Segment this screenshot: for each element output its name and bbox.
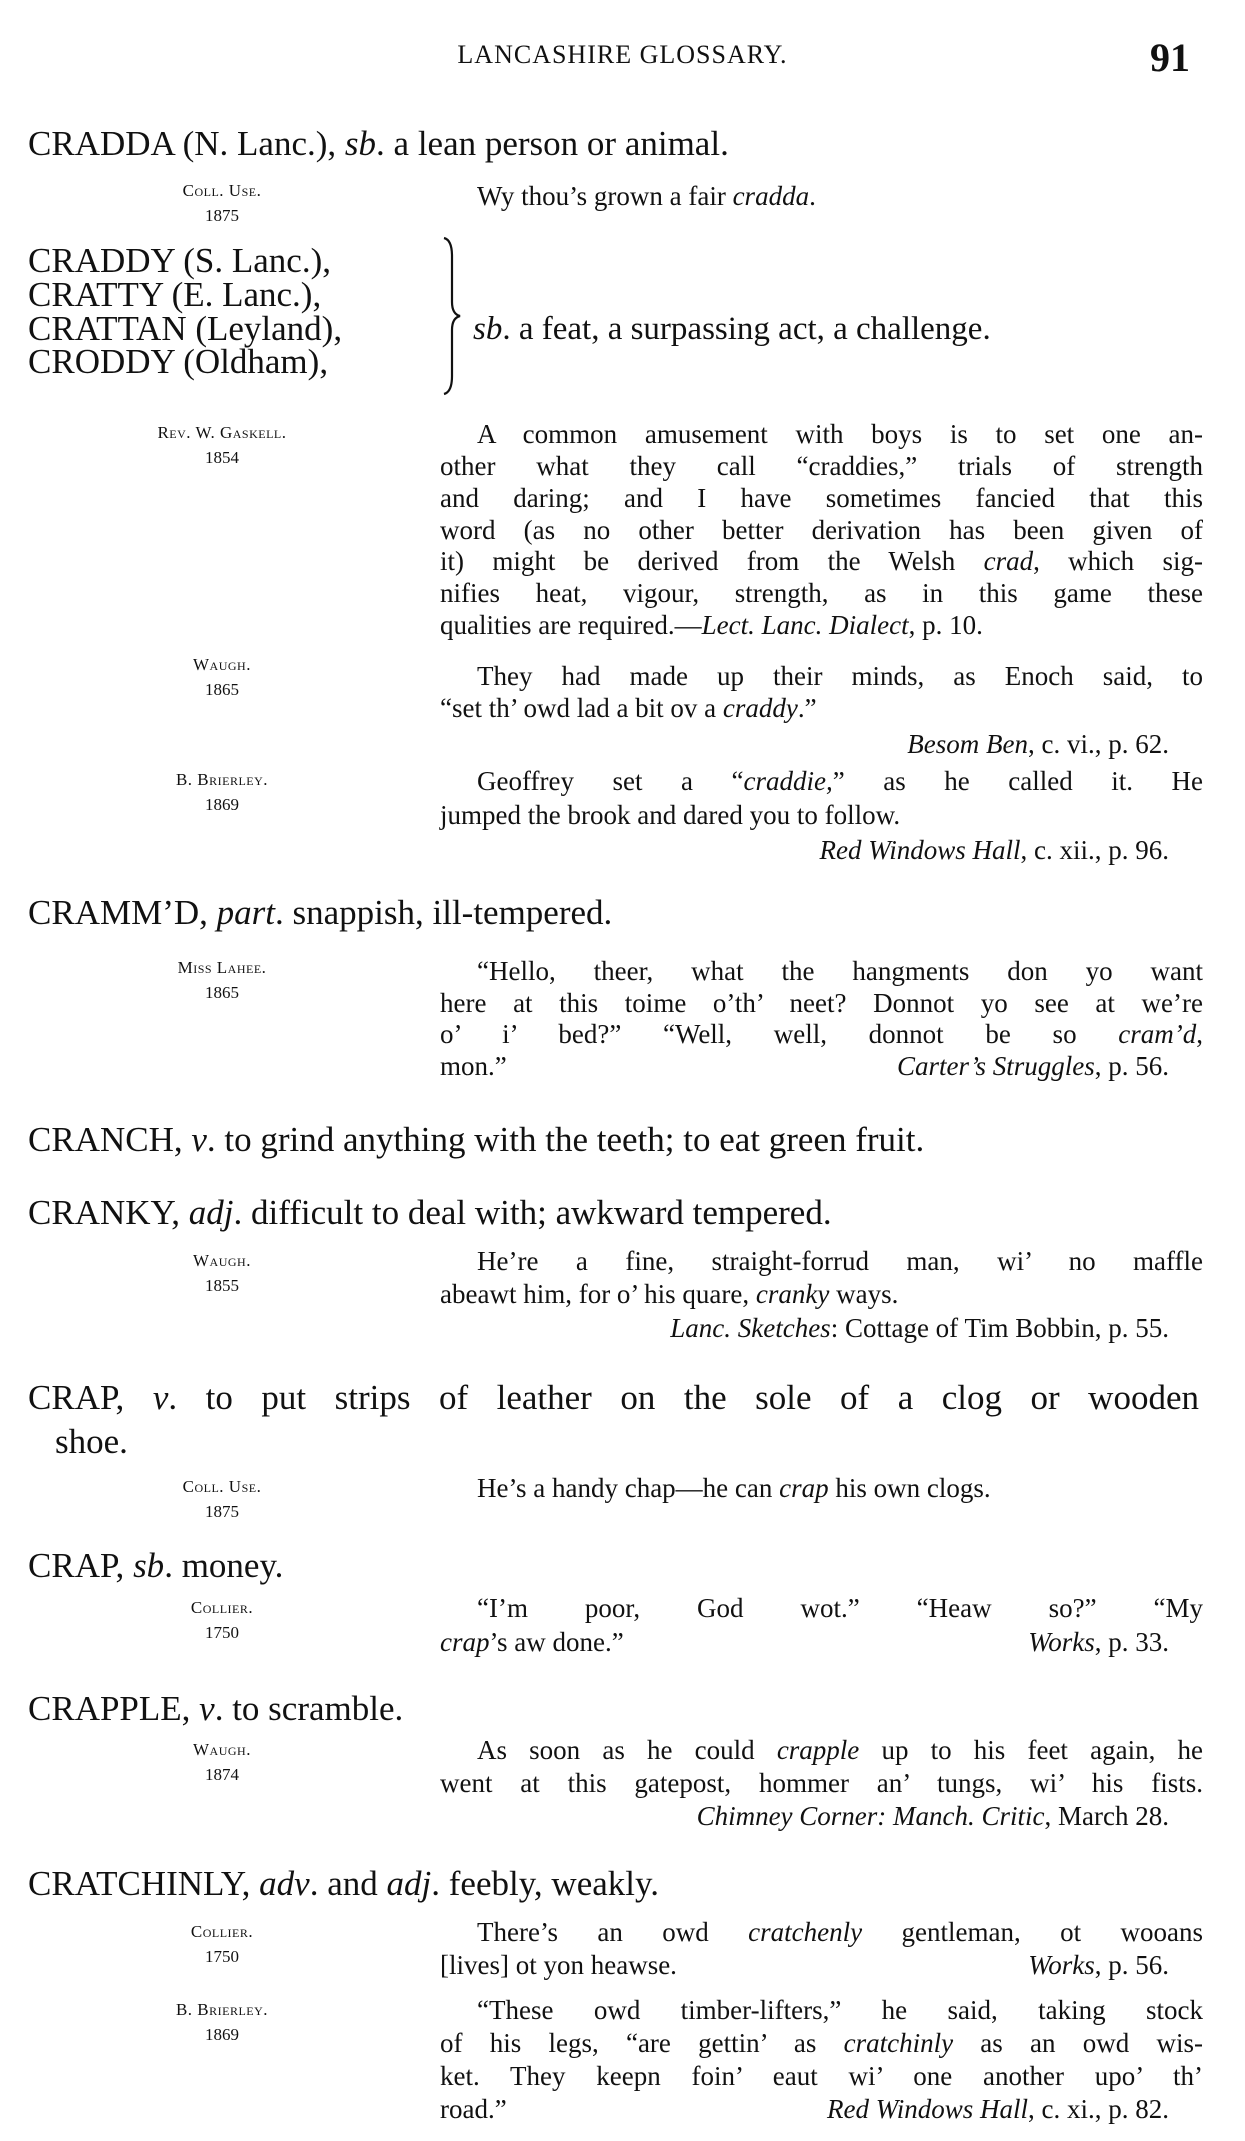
quote-line	[477, 1245, 1203, 1277]
italic-text: v	[199, 1689, 215, 1728]
text-segment: CRANKY,	[28, 1193, 189, 1232]
italic-text: Lect. Lanc. Dialect	[701, 610, 909, 640]
text-segment: . to grind anything with the teeth; to eat green fruit.	[206, 1120, 925, 1159]
quote-line	[477, 765, 1203, 797]
text-segment: . snappish, ill-tempered.	[275, 893, 613, 932]
text-segment: , p. 56.	[1094, 1051, 1169, 1081]
quote-line	[440, 728, 1169, 760]
quote-line	[477, 418, 1203, 450]
quote-line	[477, 955, 1203, 987]
quote-line	[477, 180, 1203, 212]
text-segment: ket. They keepn foin’ eaut wi’ one another upo’ th’	[440, 2061, 1203, 2091]
quote-year: 1865	[205, 983, 239, 1002]
text-segment: . to put strips of leather on the sole of a clog or wooden	[168, 1378, 1199, 1417]
text-segment: , which sig-	[1033, 546, 1203, 576]
italic-text: sb	[133, 1546, 165, 1585]
text-segment: went at this gatepost, hommer an’ tungs, wi’ his fists.	[440, 1768, 1203, 1798]
quote-line	[440, 834, 1169, 866]
text-segment: They had made up their minds, as Enoch said, to	[477, 661, 1203, 691]
text-segment: : Cottage of Tim Bobbin, p. 55.	[830, 1313, 1169, 1343]
headword-line	[28, 1546, 283, 1586]
text-segment: He’re a fine, straight-forrud man, wi’ no maffle	[477, 1246, 1203, 1276]
citation	[827, 2093, 1169, 2125]
text-segment: ’s aw done.”	[489, 1627, 624, 1657]
italic-text: v	[152, 1378, 169, 1417]
text-segment: . feebly, weakly.	[431, 1864, 659, 1903]
text-segment: word (as no other better derivation has been given of	[440, 515, 1203, 545]
text-segment: “These owd timber-lifters,” he said, taking stock	[477, 1995, 1203, 2025]
text-segment: abeawt him, for o’ his quare,	[440, 1279, 756, 1309]
quote-source: B. Brierley.	[175, 2000, 269, 2019]
headword-line	[28, 1120, 924, 1160]
text-segment: , p. 33.	[1094, 1627, 1169, 1657]
quote-year: 1750	[205, 1947, 239, 1966]
headword-line	[28, 893, 612, 933]
quote-source: Waugh.	[193, 1740, 251, 1759]
text-segment: . a lean person or animal.	[376, 124, 729, 163]
italic-text: Carter’s Struggles	[896, 1051, 1095, 1081]
text-segment: “I’m poor, God wot.” “Heaw so?” “My	[477, 1593, 1203, 1623]
italic-text: adj	[188, 1193, 234, 1232]
text-segment: As soon as he could	[477, 1735, 777, 1765]
text-segment: ,	[1196, 1019, 1203, 1049]
quote-source: Collier.	[190, 1922, 254, 1941]
italic-text: Chimney Corner: Manch. Critic	[696, 1801, 1045, 1831]
italic-text: crad	[983, 546, 1034, 576]
text-segment: and daring; and I have sometimes fancied that this	[440, 483, 1203, 513]
definition	[473, 309, 991, 349]
headword-continuation	[55, 1422, 128, 1462]
text-segment: .”	[797, 693, 817, 723]
text-segment: , c. xii., p. 96.	[1020, 835, 1169, 865]
quote-year: 1869	[205, 2025, 239, 2044]
text-segment: CRANCH,	[28, 1120, 192, 1159]
quote-line	[440, 2093, 1169, 2125]
text-segment: . to scramble.	[214, 1689, 404, 1728]
italic-text: Works	[1028, 1627, 1095, 1657]
quote-source: Waugh.	[193, 1251, 251, 1270]
quote-line	[477, 1916, 1203, 1948]
text-segment: CRADDA (N. Lanc.),	[28, 124, 345, 163]
text-segment: qualities are required.—	[440, 610, 702, 640]
quote-year: 1855	[205, 1276, 239, 1295]
text-segment: . and	[309, 1864, 387, 1903]
text-segment: There’s an owd	[477, 1917, 749, 1947]
quote-line	[440, 2060, 1203, 2092]
quote-line	[440, 1767, 1203, 1799]
quote-line	[440, 1018, 1203, 1050]
text-segment: . a feat, a surpassing act, a challenge.	[502, 311, 991, 347]
headword-line	[28, 1864, 659, 1904]
text-segment: jumped the brook and dared you to follow.	[440, 800, 901, 830]
text-segment: . difficult to deal with; awkward tempered.	[233, 1193, 832, 1232]
text-segment: “Hello, theer, what the hangments don yo want	[477, 956, 1203, 986]
quote-line	[440, 799, 1203, 831]
quote-line	[477, 1592, 1203, 1624]
italic-text: cradda	[732, 181, 810, 211]
italic-text: crap	[779, 1473, 829, 1503]
quote-year: 1750	[205, 1623, 239, 1642]
text-segment: nifies heat, vigour, strength, as in this game these	[440, 578, 1203, 608]
quote-line	[440, 514, 1203, 546]
text-segment: CRADDY (S. Lanc.),	[28, 241, 331, 280]
text-segment: shoe.	[55, 1422, 128, 1461]
text-segment: mon.”	[440, 1051, 507, 1081]
running-header: LANCASHIRE GLOSSARY.	[457, 40, 788, 69]
quote-line	[440, 1949, 1169, 1981]
text-segment: CRATCHINLY,	[28, 1864, 260, 1903]
text-segment: gentleman, ot wooans	[862, 1917, 1203, 1947]
italic-text: crapple	[776, 1735, 860, 1765]
quote-line	[477, 1472, 1203, 1504]
italic-text: Red Windows Hall	[819, 835, 1021, 865]
quote-line	[440, 450, 1203, 482]
quote-source: Coll. Use.	[182, 1477, 262, 1496]
text-segment: it) might be derived from the Welsh	[440, 546, 984, 576]
text-segment: , March 28.	[1044, 1801, 1169, 1831]
text-segment: other what they call “craddies,” trials of strength	[440, 451, 1203, 481]
text-segment: , p. 56.	[1094, 1950, 1169, 1980]
text-segment: as an owd wis-	[953, 2028, 1203, 2058]
quote-line	[440, 609, 1203, 641]
brace-icon	[438, 236, 468, 396]
headword-line	[28, 124, 729, 164]
italic-text: craddie,	[743, 766, 833, 796]
quote-line	[440, 987, 1203, 1019]
text-segment: [lives] ot yon heawse.	[440, 1950, 677, 1980]
page-number: 91	[1150, 35, 1190, 80]
text-segment: Wy thou’s grown a fair	[477, 181, 733, 211]
quote-year: 1875	[205, 1502, 239, 1521]
quote-source: Miss Lahee.	[177, 958, 267, 977]
italic-text: Besom Ben	[907, 729, 1028, 759]
quote-line	[440, 1626, 1169, 1658]
text-segment: o’ i’ bed?” “Well, well, donnot be so	[440, 1019, 1119, 1049]
quote-line	[477, 1734, 1203, 1766]
quote-line	[440, 1312, 1169, 1344]
text-segment: .	[809, 181, 816, 211]
italic-text: sb	[473, 311, 503, 347]
text-segment: ” as he called it. He	[832, 766, 1203, 796]
italic-text: adv	[259, 1864, 310, 1903]
italic-text: sb	[344, 124, 377, 163]
quote-line	[477, 1994, 1203, 2026]
quote-source: Rev. W. Gaskell.	[157, 423, 287, 442]
italic-text: Red Windows Hall	[827, 2094, 1028, 2124]
text-segment: . money.	[164, 1546, 284, 1585]
italic-text: cratchinly	[843, 2028, 954, 2058]
italic-text: v	[191, 1120, 207, 1159]
quote-source: Waugh.	[193, 655, 251, 674]
text-segment: CRAMM’D,	[28, 893, 217, 932]
text-segment: here at this toime o’th’ neet? Donnot yo see at we’re	[440, 988, 1203, 1018]
text-segment: , p. 10.	[908, 610, 983, 640]
italic-text: crap	[440, 1627, 490, 1657]
citation	[1028, 1949, 1169, 1981]
quote-year: 1869	[205, 795, 239, 814]
text-segment: CRAP,	[28, 1546, 134, 1585]
text-segment: , c. xi., p. 82.	[1028, 2094, 1169, 2124]
quote-line	[440, 482, 1203, 514]
headword-line	[28, 1378, 1199, 1418]
quote-line	[440, 577, 1203, 609]
quote-year: 1874	[205, 1765, 239, 1784]
text-segment: CRODDY (Oldham),	[28, 342, 329, 381]
quote-line	[477, 660, 1203, 692]
italic-text: cratchenly	[748, 1917, 863, 1947]
headword-continuation	[28, 342, 328, 382]
quote-line	[440, 1050, 1169, 1082]
text-segment: CRAPPLE,	[28, 1689, 200, 1728]
text-segment: CRATTAN (Leyland),	[28, 309, 343, 348]
text-segment: Geoffrey set a “	[477, 766, 744, 796]
quote-line	[440, 1800, 1169, 1832]
text-segment: up to his feet again, he	[859, 1735, 1203, 1765]
headword-line	[28, 1689, 403, 1729]
italic-text: adj	[386, 1864, 432, 1903]
italic-text: cranky	[755, 1279, 830, 1309]
text-segment: CRAP,	[28, 1378, 153, 1417]
quote-source: Coll. Use.	[182, 181, 262, 200]
text-segment: He’s a handy chap—he can	[477, 1473, 780, 1503]
quote-year: 1854	[205, 448, 239, 467]
text-segment: CRATTY (E. Lanc.),	[28, 275, 322, 314]
citation	[897, 1050, 1169, 1082]
text-segment: road.”	[440, 2094, 507, 2124]
text-segment: A common amusement with boys is to set one an-	[477, 419, 1203, 449]
quote-line	[440, 1278, 1203, 1310]
text-segment: , c. vi., p. 62.	[1028, 729, 1169, 759]
quote-line	[440, 545, 1203, 577]
text-segment: “set th’ owd lad a bit ov a	[440, 693, 723, 723]
text-segment: of his legs, “are gettin’ as	[440, 2028, 844, 2058]
headword-line	[28, 1193, 832, 1233]
quote-source: B. Brierley.	[175, 770, 269, 789]
text-segment: his own clogs.	[828, 1473, 991, 1503]
citation	[1028, 1626, 1169, 1658]
quote-year: 1865	[205, 680, 239, 699]
text-segment: ways.	[829, 1279, 899, 1309]
quote-source: Collier.	[190, 1598, 254, 1617]
quote-line	[440, 2027, 1203, 2059]
italic-text: cram’d	[1118, 1019, 1197, 1049]
quote-line	[440, 692, 1203, 724]
italic-text: Works	[1028, 1950, 1095, 1980]
italic-text: Lanc. Sketches	[670, 1313, 831, 1343]
italic-text: part	[216, 893, 275, 932]
italic-text: craddy	[722, 693, 798, 723]
quote-year: 1875	[205, 206, 239, 225]
